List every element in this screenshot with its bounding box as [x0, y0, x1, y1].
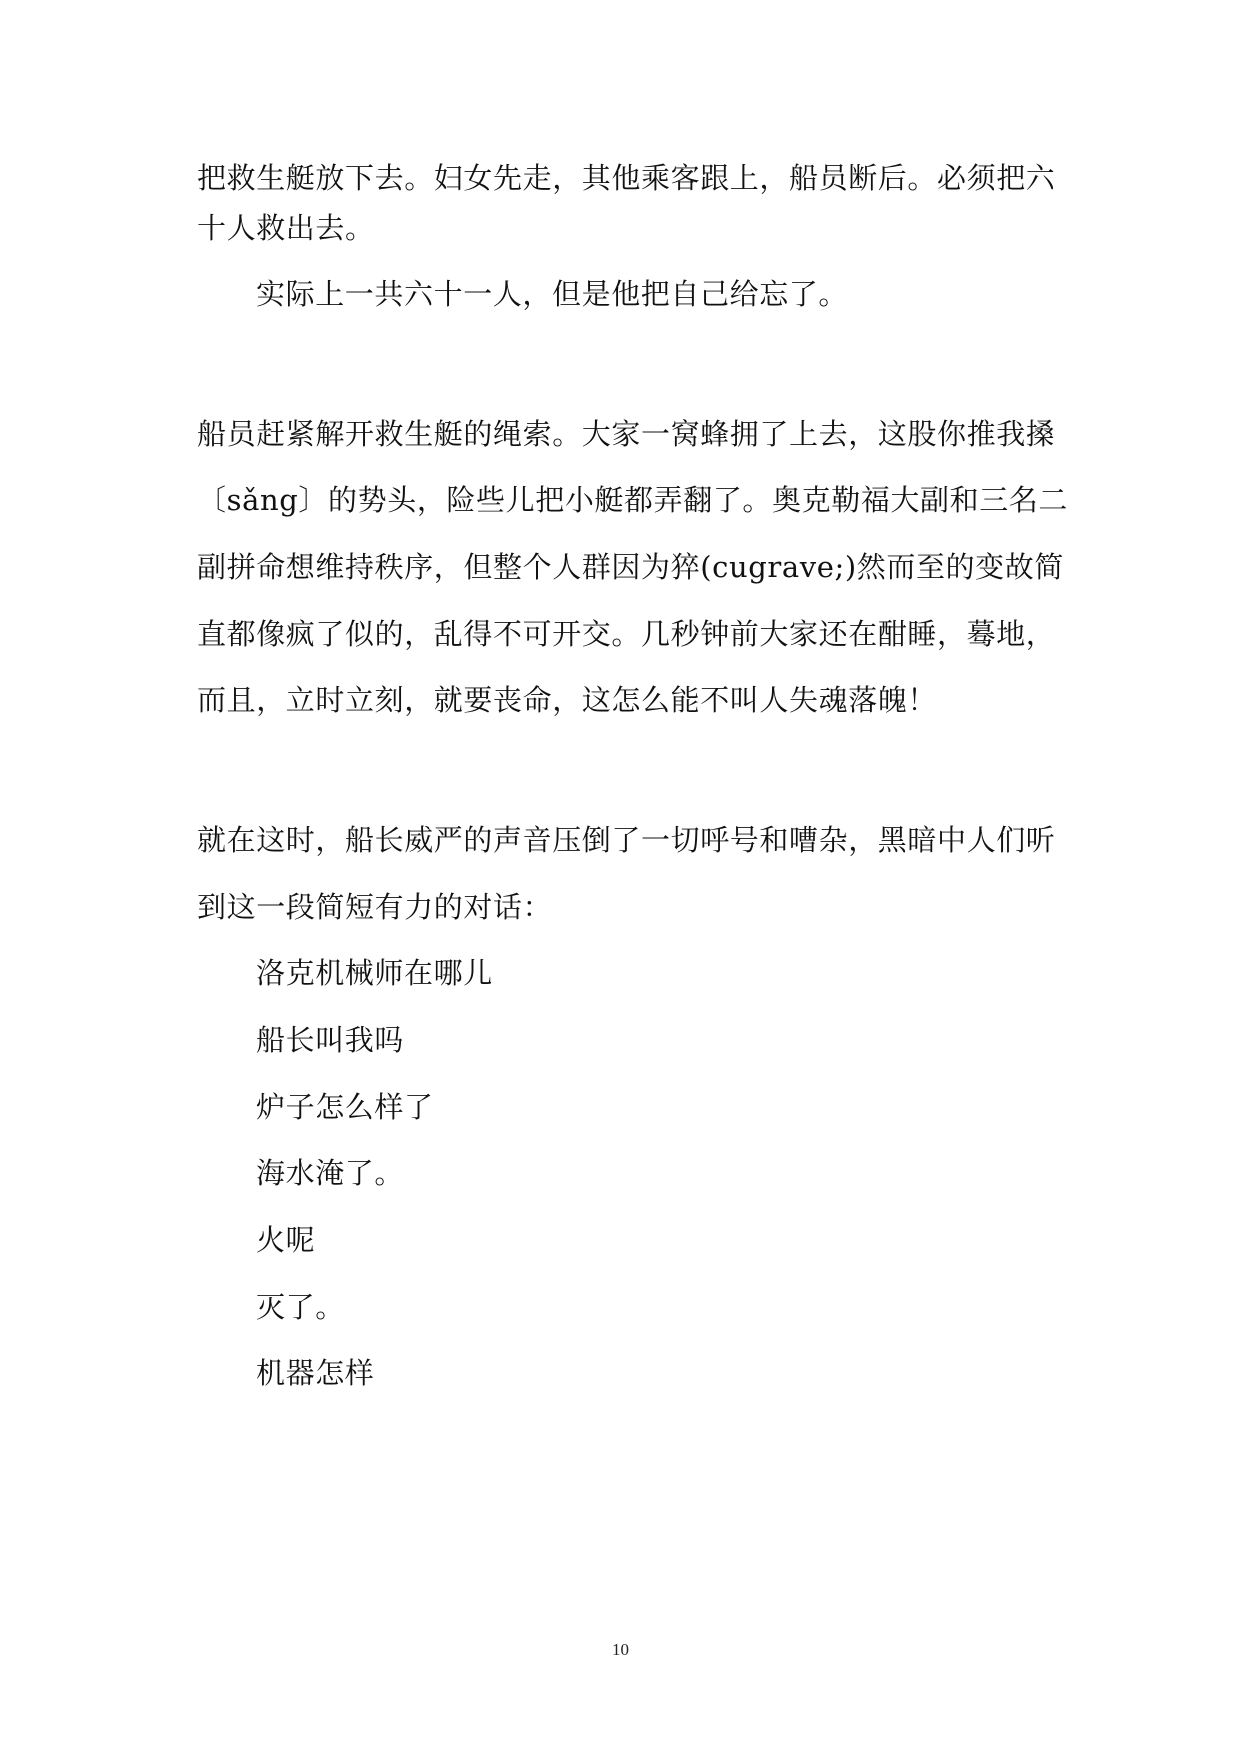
- text-line: 而且，立时立刻，就要丧命，这怎么能不叫人失魂落魄！: [197, 683, 938, 717]
- text-line: 副拼命想维持秩序，但整个人群因为猝(cugrave;)然而至的变故简: [197, 550, 1064, 584]
- text-line: 把救生艇放下去。妇女先走，其他乘客跟上，船员断后。必须把六: [197, 161, 1056, 195]
- page-number: 10: [612, 1640, 629, 1659]
- text-line: 就在这时，船长威严的声音压倒了一切呼号和嘈杂，黑暗中人们听: [197, 823, 1056, 857]
- text-line: 实际上一共六十一人，但是他把自己给忘了。: [256, 277, 849, 311]
- text-line: 〔sǎng〕的势头，险些儿把小艇都弄翻了。奥克勒福大副和三名二: [197, 483, 1069, 517]
- text-line: 船员赶紧解开救生艇的绳索。大家一窝蜂拥了上去，这股你推我搡: [197, 417, 1056, 451]
- text-line: 灭了。: [256, 1290, 345, 1324]
- text-line: 机器怎样: [256, 1356, 375, 1390]
- text-line: 到这一段简短有力的对话：: [197, 890, 553, 924]
- text-line: 直都像疯了似的，乱得不可开交。几秒钟前大家还在酣睡，蓦地，: [197, 617, 1056, 651]
- text-line: 海水淹了。: [256, 1156, 405, 1190]
- text-line: 船长叫我吗: [256, 1023, 405, 1057]
- text-line: 洛克机械师在哪儿: [256, 956, 493, 990]
- text-line: 炉子怎么样了: [256, 1090, 434, 1124]
- text-line: 火呢: [256, 1223, 316, 1257]
- text-line: 十人救出去。: [197, 211, 375, 245]
